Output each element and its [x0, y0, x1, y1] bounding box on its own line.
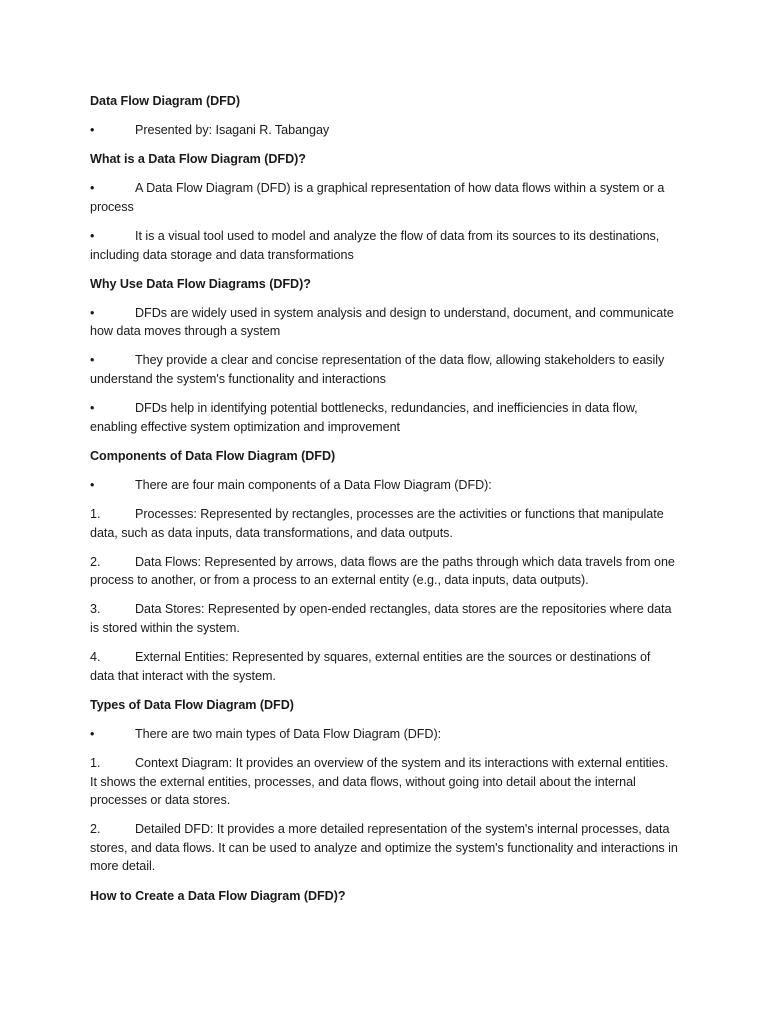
- list-marker: •: [90, 228, 95, 243]
- list-marker: •: [90, 477, 95, 492]
- section-heading-components: Components of Data Flow Diagram (DFD): [90, 448, 336, 463]
- list-item-text: Processes: Represented by rectangles, processes are the activities or functions that manipulate data, such as data inputs, data transformations, and data outputs.: [90, 507, 664, 540]
- list-marker: 1.: [90, 507, 101, 521]
- list-item: [90, 351, 678, 388]
- list-item: [90, 820, 678, 876]
- list-item: [90, 754, 678, 810]
- list-marker: 2.: [90, 822, 101, 837]
- section-heading-types: Types of Data Flow Diagram (DFD): [90, 697, 294, 712]
- list-item-text: Context Diagram: It provides an overview of the system and its interactions with external entities. It shows the external entities, processes, and data flows, without going into detail about the internal processes or data stores.: [90, 755, 669, 808]
- list-item: [90, 505, 678, 542]
- section-heading-why-use: Why Use Data Flow Diagrams (DFD)?: [90, 276, 311, 291]
- list-marker: 4.: [90, 650, 101, 665]
- list-item: [90, 304, 678, 341]
- document-title: Data Flow Diagram (DFD): [90, 94, 240, 108]
- list-marker: •: [90, 401, 95, 416]
- list-marker: •: [90, 353, 95, 368]
- list-marker: •: [90, 726, 95, 741]
- list-item-text: They provide a clear and concise representation of the data flow, allowing stakeholders to easily understand the system's functionality and interactions: [90, 353, 665, 387]
- list-item-text: There are four main components of a Data Flow Diagram (DFD):: [135, 477, 492, 492]
- list-marker: 1.: [90, 755, 101, 770]
- list-item: [90, 553, 678, 590]
- list-item: [90, 179, 678, 216]
- list-item-text: There are two main types of Data Flow Diagram (DFD):: [135, 726, 442, 741]
- list-item: [90, 725, 678, 744]
- bullet-marker: •: [90, 123, 95, 138]
- list-marker: 3.: [90, 602, 101, 617]
- list-item-text: DFDs are widely used in system analysis and design to understand, document, and communicate how data moves through a system: [90, 305, 674, 339]
- presenter-text: Presented by: Isagani R. Tabangay: [135, 123, 330, 138]
- list-marker: •: [90, 305, 95, 320]
- list-item: [90, 399, 678, 436]
- list-marker: •: [90, 181, 95, 196]
- list-item-text: It is a visual tool used to model and analyze the flow of data from its sources to its destinations, including data storage and data transformations: [90, 228, 660, 262]
- list-item-text: Data Stores: Represented by open-ended rectangles, data stores are the repositories where data is stored within the system.: [90, 602, 672, 635]
- list-marker: 2.: [90, 554, 101, 569]
- section-heading-what-is: What is a Data Flow Diagram (DFD)?: [90, 152, 306, 167]
- list-item-text: Detailed DFD: It provides a more detailed representation of the system's internal processes, data stores, and data flows. It can be used to analyze and optimize the system's functionality and interactions in more detail.: [90, 822, 678, 874]
- list-item: [90, 476, 678, 495]
- list-item: [90, 600, 678, 637]
- list-item: [90, 648, 678, 685]
- section-heading-how-to-create: How to Create a Data Flow Diagram (DFD)?: [90, 888, 346, 903]
- list-item: [90, 227, 678, 264]
- presenter-line: [90, 121, 678, 140]
- document-content: [90, 92, 678, 916]
- list-item-text: A Data Flow Diagram (DFD) is a graphical representation of how data flows within a system or a process: [90, 181, 665, 214]
- list-item-text: External Entities: Represented by squares, external entities are the sources or destinations of data that interact with the system.: [90, 650, 651, 683]
- list-item-text: DFDs help in identifying potential bottlenecks, redundancies, and inefficiencies in data flow, enabling effective system optimization and improvement: [90, 401, 638, 434]
- list-item-text: Data Flows: Represented by arrows, data flows are the paths through which data travels from one process to another, or from a process to an external entity (e.g., data inputs, data outputs).: [90, 554, 675, 588]
